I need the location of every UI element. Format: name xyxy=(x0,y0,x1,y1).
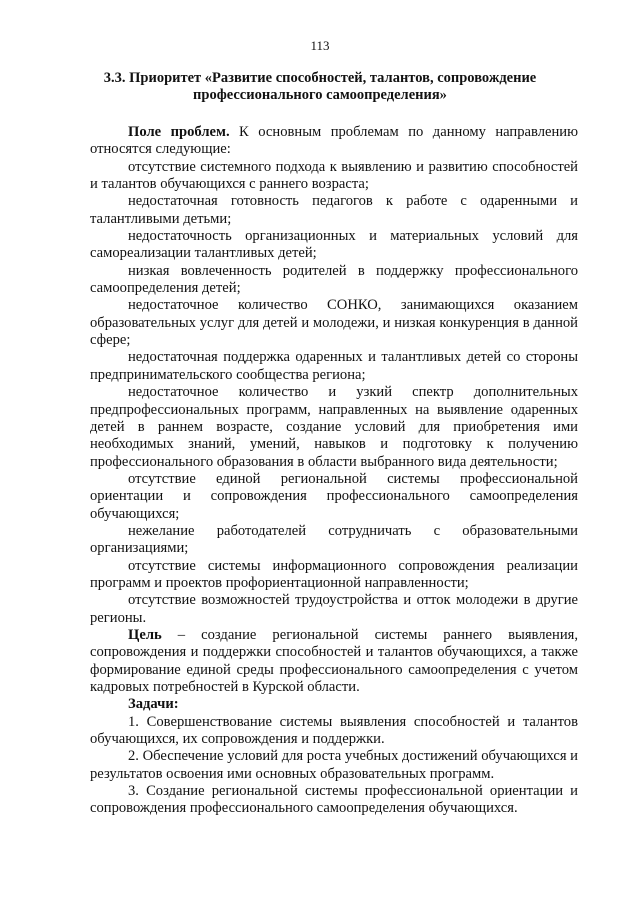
problem-item: недостаточная поддержка одаренных и талантливых детей со стороны предпринимательского сообщества региона; xyxy=(90,349,578,383)
section-heading-line-2: профессионального самоопределения» xyxy=(193,87,447,103)
problem-item: отсутствие системы информационного сопровождения реализации программ и проектов профориентационной направленности; xyxy=(90,557,578,591)
problem-item: отсутствие единой региональной системы профессиональной ориентации и сопровождения профессионального самоопределения обучающихся; xyxy=(90,470,578,522)
task-item: 2. Обеспечение условий для роста учебных достижений обучающихся и результатов освоения ими основных образовательных программ. xyxy=(90,748,578,782)
problems-intro-paragraph xyxy=(90,124,578,159)
document-body xyxy=(90,124,578,818)
section-heading xyxy=(100,70,540,104)
problem-item: недостаточная готовность педагогов к работе с одаренными и талантливыми детьми; xyxy=(90,193,578,227)
section-heading-line-1: 3.3. Приоритет «Развитие способностей, талантов, сопровождение xyxy=(103,70,537,86)
goal-paragraph xyxy=(90,627,578,696)
problems-label: Поле проблем. xyxy=(128,124,230,140)
problem-item: нежелание работодателей сотрудничать с образовательными организациями; xyxy=(90,522,578,557)
problem-item: недостаточное количество и узкий спектр дополнительных предпрофессиональных программ, направленных на выявление одаренных детей в раннем возрасте, создание условий для приобретения ими необходимых знаний, умений, навыков и подготовку к получению профессионального образования в области выбранного вида деятельности; xyxy=(90,384,578,470)
task-item: 1. Совершенствование системы выявления способностей и талантов обучающихся, их сопровождения и поддержки. xyxy=(90,713,578,748)
problem-item: низкая вовлеченность родителей в поддержку профессионального самоопределения детей; xyxy=(90,262,578,297)
problems-intro-text: К основным проблемам по данному направлению относятся следующие: xyxy=(90,124,578,158)
task-item: 3. Создание региональной системы профессиональной ориентации и сопровождения профессионального самоопределения обучающихся. xyxy=(90,783,578,817)
problem-item: отсутствие возможностей трудоустройства и отток молодежи в другие регионы. xyxy=(90,592,578,626)
problem-item: недостаточность организационных и материальных условий для самореализации талантливых детей; xyxy=(90,228,578,262)
problem-item: недостаточное количество СОНКО, занимающихся оказанием образовательных услуг для детей и молодежи, и низкая конкуренция в данной сфере; xyxy=(90,297,578,349)
page-number: 113 xyxy=(310,38,330,53)
tasks-label: Задачи: xyxy=(128,696,179,713)
goal-text: – создание региональной системы раннего выявления, сопровождения и поддержки способностей и талантов обучающихся, а также формирование единой среды профессионального самоопределения с учетом кадровых потребностей в Курской области. xyxy=(90,626,578,695)
problem-item: отсутствие системного подхода к выявлению и развитию способностей и талантов обучающихся с раннего возраста; xyxy=(90,158,578,193)
goal-label: Цель xyxy=(128,626,162,643)
